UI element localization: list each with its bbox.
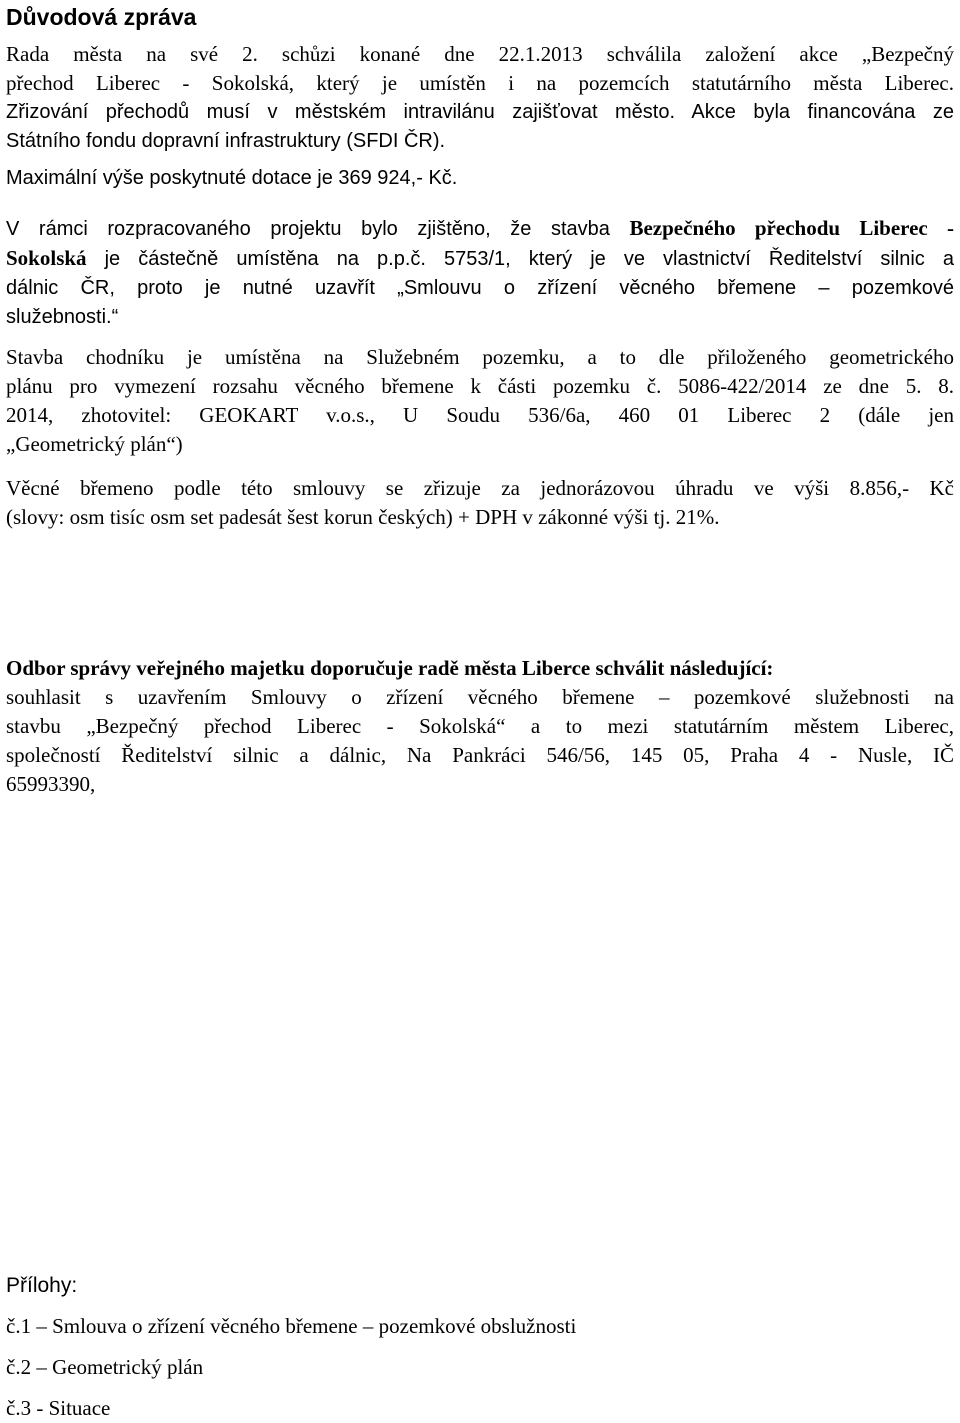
document-page [6,0,954,1420]
project-bold-name-2: Sokolská [6,246,87,270]
recommendation-line-1: souhlasit s uzavřením Smlouvy o zřízení věcného břemene – pozemkové služebnosti na [6,685,954,709]
construction-line-4: „Geometrický plán“) [6,432,183,456]
payment-line-1: Věcné břemeno podle této smlouvy se zřizuje za jednorázovou úhradu ve výši 8.856,- Kč [6,476,954,500]
construction-line-3: 2014, zhotovitel: GEOKART v.o.s., U Soudu 536/6a, 460 01 Liberec 2 (dále jen [6,403,954,427]
attachment-item-2: č.2 – Geometrický plán [6,1355,204,1379]
payment-paragraph [6,474,954,532]
attachment-item-1: č.1 – Smlouva o zřízení věcného břemene – pozemkové obslužnosti [6,1314,577,1338]
intro-line-4: Státního fondu dopravní infrastruktury (SFDI ČR). [6,130,446,152]
attachment-item-3: č.3 - Situace [6,1396,111,1420]
recommendation-title: Odbor správy veřejného majetku doporučuje radě města Liberce schválit následující: [6,656,774,680]
project-intro-text: V rámci rozpracovaného projektu bylo zjištěno, že stavba [6,218,630,240]
project-paragraph [6,214,954,332]
intro-line-3: Zřizování přechodů musí v městském intravilánu zajišťovat město. Akce byla financována ze [6,101,954,123]
project-bold-name-1: Bezpečného přechodu Liberec - [629,216,954,240]
project-rest-text: je částečně umístěna na p.p.č. 5753/1, který je ve vlastnictví Ředitelství silnic a [86,248,954,270]
recommendation-line-3: společností Ředitelství silnic a dálnic, Na Pankráci 546/56, 145 05, Praha 4 - Nusle, IČ [6,743,954,767]
construction-line-1: Stavba chodníku je umístěna na Služebném pozemku, a to dle přiloženého geometrického [6,345,954,369]
construction-paragraph [6,343,954,459]
document-heading: Důvodová zpráva [6,4,197,30]
construction-line-2: plánu pro vymezení rozsahu věcného břemene k části pozemku č. 5086-422/2014 ze dne 5. 8. [6,374,954,398]
attachments-label: Přílohy: [6,1274,78,1297]
attachments-section [6,1271,954,1423]
subsidy-amount-line: Maximální výše poskytnuté dotace je 369 924,- Kč. [6,167,458,189]
recommendation-line-4: 65993390, [6,772,96,796]
project-line-4: služebnosti.“ [6,306,119,328]
intro-paragraph [6,40,954,193]
recommendation-section [6,654,954,799]
intro-line-2: přechod Liberec - Sokolská, který je umístěn i na pozemcích statutárního města Liberec. [6,71,954,95]
intro-line-1: Rada města na své 2. schůzi konané dne 22.1.2013 schválila založení akce „Bezpečný [6,42,954,66]
project-line-3: dálnic ČR, proto je nutné uzavřít „Smlouvu o zřízení věcného břemene – pozemkové [6,277,954,299]
recommendation-line-2: stavbu „Bezpečný přechod Liberec - Sokolská“ a to mezi statutárním městem Liberec, [6,714,954,738]
payment-line-2: (slovy: osm tisíc osm set padesát šest korun českých) + DPH v zákonné výši tj. 21%. [6,505,720,529]
